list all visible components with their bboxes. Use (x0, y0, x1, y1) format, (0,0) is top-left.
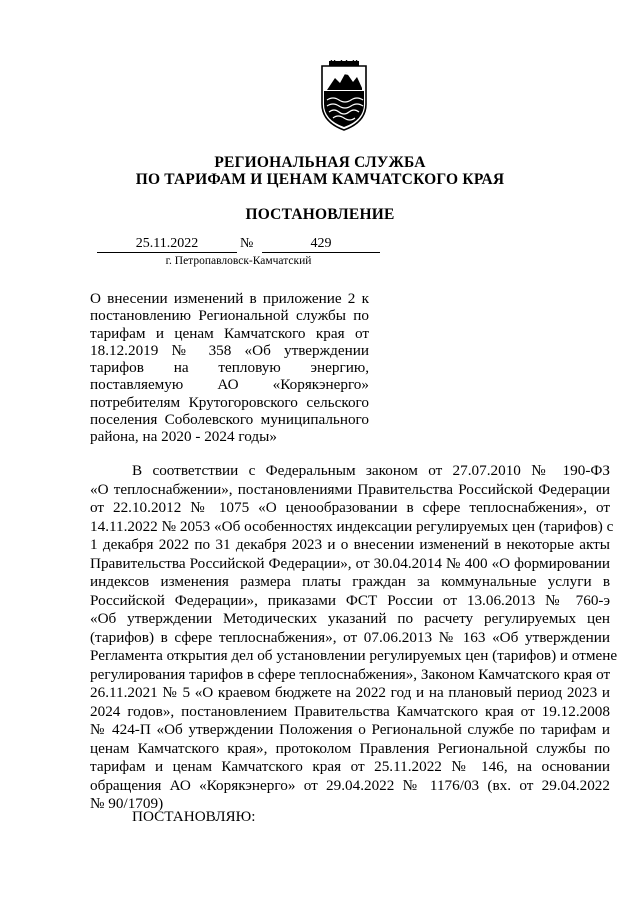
body-line: «О теплоснабжении», постановлениями Правительства Российской Федерации (90, 480, 610, 498)
subject-line: О внесении изменений в приложение 2 к (90, 290, 369, 307)
body-line: индексов изменения размера платы граждан за коммунальные услуги в (90, 573, 610, 590)
subject-line: потребителям Крутогоровского сельского (90, 393, 369, 411)
organization-name-line1: РЕГИОНАЛЬНАЯ СЛУЖБА (214, 154, 426, 171)
subject-line: тарифам и ценам Камчатского края от (90, 324, 369, 342)
document-subject (90, 290, 369, 446)
decree-word: ПОСТАНОВЛЯЮ: (132, 808, 256, 825)
document-city: г. Петропавловск-Камчатский (165, 255, 312, 267)
body-line: обращения АО «Корякэнерго» от 29.04.2022 № 1176/03 (вх. от 29.04.2022 (90, 776, 610, 794)
document-body (90, 462, 618, 814)
body-line: ценам Камчатского края», протоколом Правления Региональной службы по (90, 739, 610, 757)
body-line: Правительства Российской Федерации», от 30.04.2014 № 400 «О формировании (90, 554, 610, 572)
body-line: 2024 годов», постановлением Правительства Камчатского края от 19.12.2008 (90, 702, 610, 720)
body-line: «Об утверждении Методических указаний по расчету регулируемых цен (90, 610, 610, 627)
body-line: регулирования тарифов в сфере теплоснабжения», Законом Камчатского края от (90, 665, 611, 683)
body-line: В соответствии с Федеральным законом от 27.07.2010 № 190-ФЗ (132, 462, 610, 479)
subject-line: тарифов на тепловую энергию, (90, 359, 369, 377)
subject-line: поставляемую АО «Корякэнерго» (90, 376, 369, 394)
document-date: 25.11.2022 (97, 235, 237, 253)
body-line: тарифам и ценам Камчатского края от 25.11.2022 № 146, на основании (90, 758, 610, 775)
subject-line: 18.12.2019 № 358 «Об утверждении (90, 341, 369, 359)
subject-line: постановлению Региональной службы по (90, 307, 369, 325)
body-line: (тарифов) в сфере теплоснабжения», от 07.06.2013 № 163 «Об утверждении (90, 628, 610, 646)
number-sign: № (240, 236, 254, 251)
body-line: 26.11.2021 № 5 «О краевом бюджете на 2022 год и на плановый период 2023 и (90, 684, 610, 701)
body-line: № 90/1709) (90, 795, 164, 812)
subject-line: поселения Соболевского муниципального (90, 411, 369, 429)
coat-of-arms-icon (319, 60, 369, 132)
body-line: 14.11.2022 № 2053 «Об особенностях индексации регулируемых цен (тарифов) с (90, 517, 614, 535)
subject-line: района, на 2020 - 2024 годы» (90, 428, 277, 446)
document-number: 429 (262, 235, 380, 253)
body-line: № 424-П «Об утверждении Положения о Региональной службе по тарифам и (90, 721, 610, 738)
document-type-title: ПОСТАНОВЛЕНИЕ (245, 206, 395, 223)
body-line: Российской Федерации», приказами ФСТ России от 13.06.2013 № 760-э (90, 591, 610, 609)
body-line: Регламента открытия дел об установлении регулируемых цен (тарифов) и отмене (90, 647, 618, 664)
body-line: от 22.10.2012 № 1075 «О ценообразовании в сфере теплоснабжения», от (90, 499, 610, 516)
organization-name-line2: ПО ТАРИФАМ И ЦЕНАМ КАМЧАТСКОГО КРАЯ (135, 171, 505, 188)
body-line: 1 декабря 2022 по 31 декабря 2023 и о внесении изменений в некоторые акты (90, 536, 610, 553)
